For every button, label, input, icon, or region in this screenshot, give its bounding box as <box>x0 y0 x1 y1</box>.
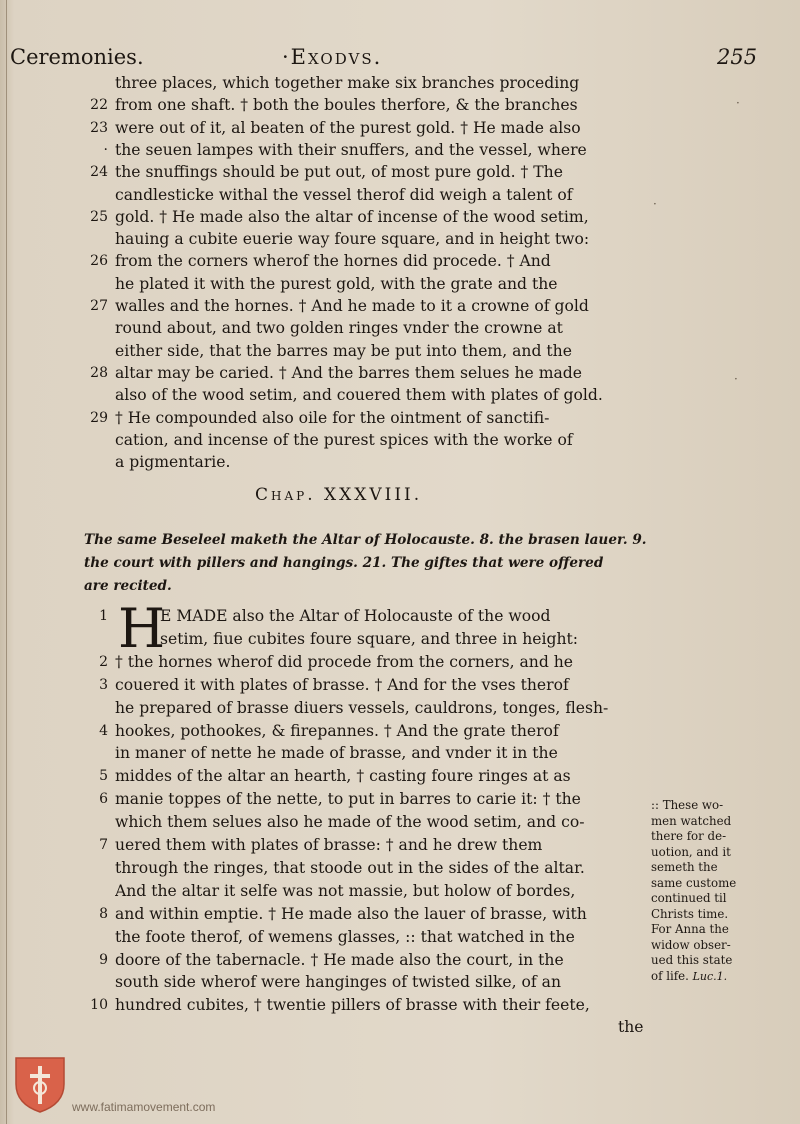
text-line: in maner of nette he made of brasse, and vnder it in the <box>115 744 558 763</box>
argument-line: the court with pillers and hangings. 21. The giftes that were offered <box>84 555 604 571</box>
side-note-line: uotion, and it <box>651 844 731 859</box>
verse-number: 25 <box>90 208 108 225</box>
side-note-line: men watched <box>651 813 732 828</box>
text-line: were out of it, al beaten of the purest gold. † He made also <box>115 118 581 137</box>
text-line: And the altar it selfe was not massie, but holow of bordes, <box>115 881 576 900</box>
side-note-line: there for de- <box>651 829 727 843</box>
text-line: also of the wood setim, and couered them with plates of gold. <box>115 386 603 405</box>
side-note-line: ued this state <box>651 953 733 967</box>
chapter-numeral: XXXVIII. <box>324 485 423 505</box>
text-line: and within emptie. † He made also the lauer of brasse, with <box>115 904 587 923</box>
verse-number: 1 <box>99 608 108 624</box>
text-line: † He compounded also oile for the ointment of sanctifi- <box>115 408 550 427</box>
text-line: three places, which together make six branches proceding <box>115 74 580 92</box>
verse-number: 6 <box>99 791 108 808</box>
text-line: E MADE also the Altar of Holocauste of the wood <box>160 607 551 625</box>
verse-number: 8 <box>99 905 108 922</box>
text-line: he plated it with the purest gold, with the grate and the <box>115 274 558 293</box>
text-line: the foote therof, of wemens glasses, :: that watched in the <box>115 927 575 946</box>
text-line: from the corners wherof the hornes did procede. † And <box>115 252 551 271</box>
text-line: candlesticke withal the vessel therof did weigh a talent of <box>115 185 573 204</box>
side-note-reference: Luc.1. <box>692 969 728 983</box>
text-line: which them selues also he made of the wood setim, and co- <box>115 813 585 832</box>
text-line: the snuffings should be put out, of most pure gold. † The <box>115 163 563 182</box>
text-line: cation, and incense of the purest spices with the worke of <box>115 430 573 449</box>
side-note-line: :: These wo- <box>651 798 724 812</box>
text-line: he prepared of brasse diuers vessels, cauldrons, tonges, flesh- <box>115 698 609 717</box>
side-note-line: continued til <box>651 891 727 905</box>
argument-line: are recited. <box>84 578 172 594</box>
text-line: walles and the hornes. † And he made to it a crowne of gold <box>115 297 589 315</box>
chapter-heading <box>255 485 422 505</box>
side-note-line: of life. <box>651 968 689 983</box>
verse-number: 2 <box>99 653 108 670</box>
side-note-line: same custome <box>651 875 737 890</box>
text-line: either side, that the barres may be put into them, and the <box>115 341 572 360</box>
text-line: manie toppes of the nette, to put in barres to carie it: † the <box>115 790 581 809</box>
text-line: uered them with plates of brasse: † and he drew them <box>115 836 543 854</box>
side-note-last-line <box>651 969 791 985</box>
verse-number: 10 <box>90 997 108 1014</box>
verse-number: 24 <box>90 164 108 181</box>
text-line: hundred cubites, † twentie pillers of brasse with their feete, <box>115 996 590 1015</box>
text-line: round about, and two golden ringes vnder the crowne at <box>115 319 563 338</box>
text-line: hookes, pothookes, & firepannes. † And the grate therof <box>115 721 559 740</box>
verse-number: 7 <box>99 837 108 853</box>
text-line: doore of the tabernacle. † He made also the court, in the <box>115 950 564 969</box>
text-line: † the hornes wherof did procede from the corners, and he <box>115 652 574 671</box>
text-line: a pigmentarie. <box>115 453 231 472</box>
page-edge <box>6 0 7 1124</box>
verse-number: 26 <box>90 253 108 270</box>
side-note-line: For Anna the <box>651 922 729 936</box>
text-line: gold. † He made also the altar of incense of the wood setim, <box>115 207 589 226</box>
text-line: from one shaft. † both the boules therfore, & the branches <box>115 96 578 115</box>
side-note <box>651 798 791 984</box>
verse-number: 27 <box>90 298 108 314</box>
catchword: the <box>618 1018 644 1036</box>
verse-number: 29 <box>90 409 108 426</box>
text-line: middes of the altar an hearth, † casting foure ringes at as <box>115 767 571 786</box>
verse-number: 23 <box>90 119 108 136</box>
running-head-left: Ceremonies. <box>10 45 144 69</box>
page-number: 255 <box>717 45 758 69</box>
verse-number: 5 <box>99 768 108 785</box>
verse-number: 4 <box>99 722 108 739</box>
text-line: through the ringes, that stoode out in the sides of the altar. <box>115 858 585 877</box>
verse-number: 28 <box>90 364 108 381</box>
side-note-line: Christs time. <box>651 906 729 921</box>
argument-line: The same Beseleel maketh the Altar of Holocauste. 8. the brasen lauer. 9. <box>84 532 647 548</box>
verse-number: 3 <box>99 676 108 693</box>
shield-logo-icon <box>12 1054 68 1114</box>
drop-cap: H <box>118 597 166 660</box>
verse-number: 9 <box>99 951 108 968</box>
text-line: the seuen lampes with their snuffers, and the vessel, where <box>115 140 587 159</box>
watermark-url: www.fatimamovement.com <box>72 1100 216 1114</box>
running-head-title: ·Exodvs. <box>282 45 383 69</box>
paper-speck: · <box>736 96 740 110</box>
side-note-line: widow obser- <box>651 937 731 952</box>
verse-number: · <box>103 141 108 158</box>
text-line: altar may be caried. † And the barres them selues he made <box>115 363 582 382</box>
text-line: couered it with plates of brasse. † And for the vses therof <box>115 675 569 694</box>
verse-number: 22 <box>90 97 108 114</box>
chapter-word: Chap. <box>255 485 316 505</box>
paper-speck: · <box>734 372 738 386</box>
text-line: setim, fiue cubites foure square, and three in height: <box>160 629 579 648</box>
text-line: hauing a cubite euerie way foure square, and in height two: <box>115 230 590 249</box>
paper-speck: · <box>653 197 657 211</box>
text-line: south side wherof were hanginges of twisted silke, of an <box>115 973 562 992</box>
side-note-line: semeth the <box>651 860 718 874</box>
